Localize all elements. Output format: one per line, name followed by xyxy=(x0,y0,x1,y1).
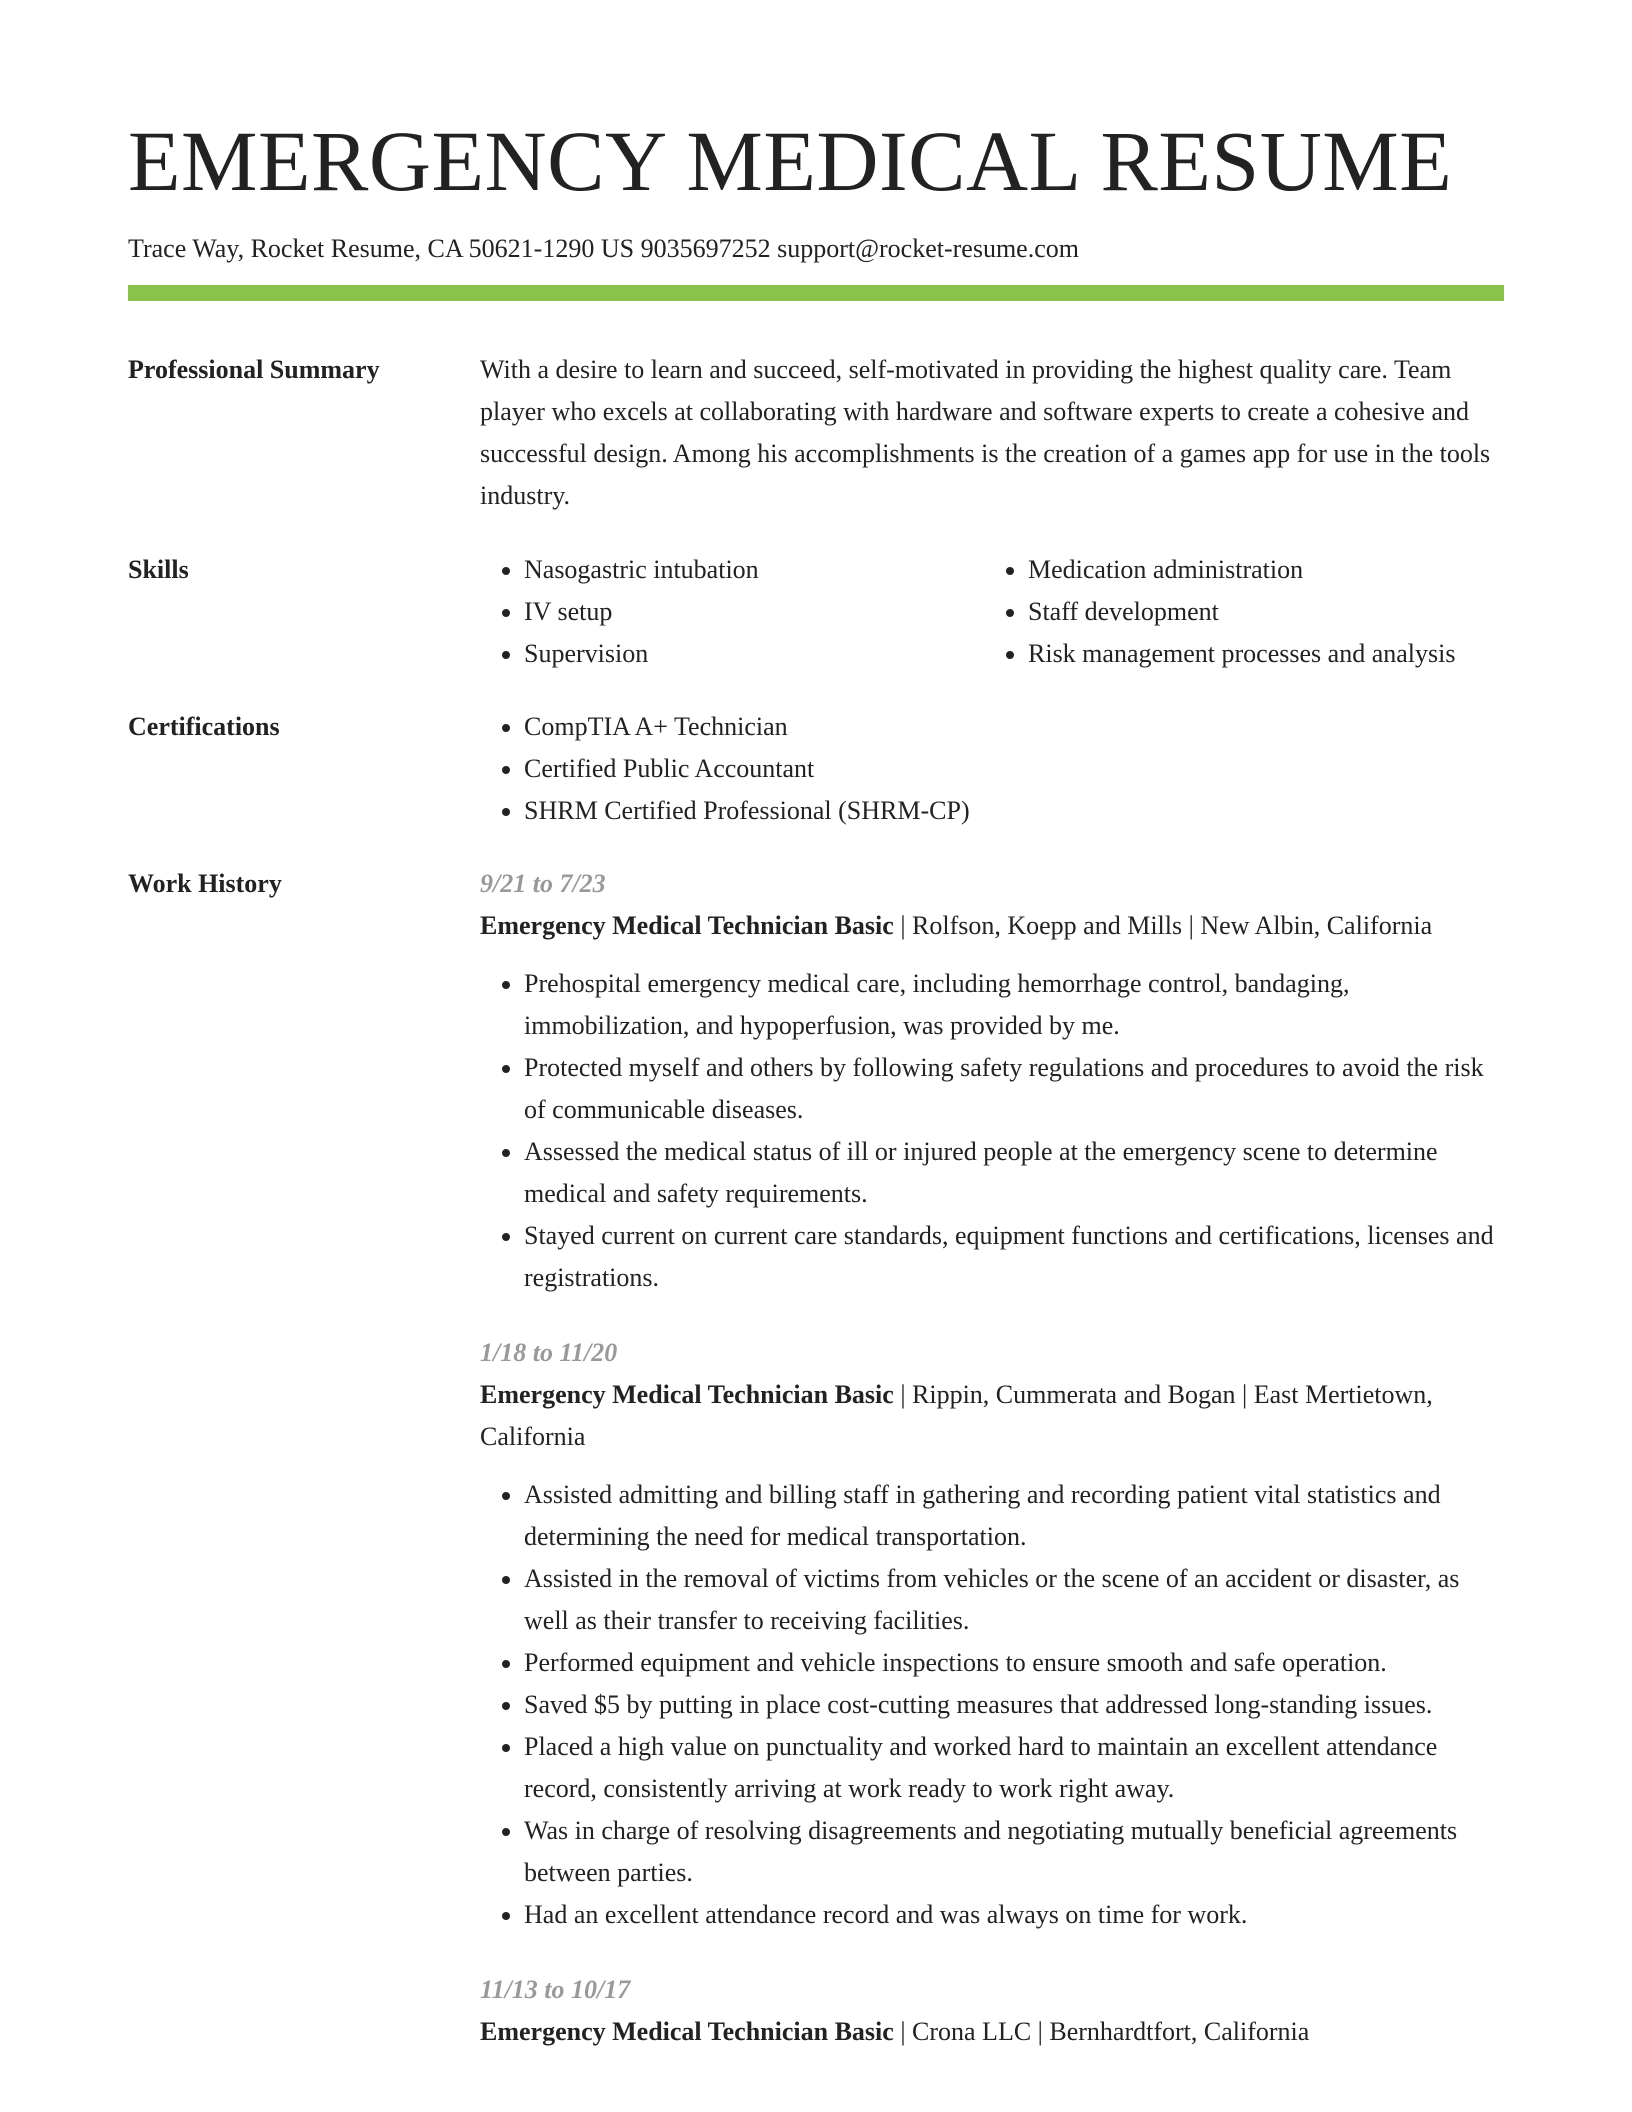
job-employer-location: | Rippin, Cummerata and Bogan | East Mertietown, California xyxy=(480,1380,1433,1451)
skills-list-right xyxy=(984,549,1504,675)
resume-content xyxy=(128,349,1504,2086)
job-duties-list xyxy=(480,1474,1504,1936)
certifications-section xyxy=(128,706,1504,832)
certification-item: • Certified Public Accountant xyxy=(524,748,1504,790)
summary-body xyxy=(480,349,1504,517)
job-duty-item: • Prehospital emergency medical care, including hemorrhage control, bandaging, immobilization, and hypoperfusion, was provided by me. xyxy=(524,963,1504,1047)
job-dates: 11/13 to 10/17 xyxy=(480,1975,631,2004)
job-title: Emergency Medical Technician Basic xyxy=(480,1380,894,1409)
job-duties-list xyxy=(480,963,1504,1299)
resume-title: EMERGENCY MEDICAL RESUME xyxy=(128,113,1453,209)
skill-item: • Medication administration xyxy=(1028,549,1504,591)
job-duty-item: • Stayed current on current care standards, equipment functions and certifications, licenses and registrations. xyxy=(524,1215,1504,1299)
job-duty-item: • Was in charge of resolving disagreements and negotiating mutually beneficial agreements between parties. xyxy=(524,1810,1504,1894)
skill-item: • IV setup xyxy=(524,591,984,633)
section-label-certifications: Certifications xyxy=(128,712,280,741)
section-label-skills: Skills xyxy=(128,555,189,584)
certification-item: • SHRM Certified Professional (SHRM-CP) xyxy=(524,790,1504,832)
job-duty-item: • Placed a high value on punctuality and worked hard to maintain an excellent attendance record, consistently arriving at work ready to work right away. xyxy=(524,1726,1504,1810)
job-duty-item: • Performed equipment and vehicle inspections to ensure smooth and safe operation. xyxy=(524,1642,1504,1684)
skills-list-left xyxy=(480,549,984,675)
section-label-professional-summary: Professional Summary xyxy=(128,355,380,384)
work-history-section xyxy=(128,863,1504,2086)
job-duty-item: • Had an excellent attendance record and was always on time for work. xyxy=(524,1894,1504,1936)
skill-item: • Supervision xyxy=(524,633,984,675)
certification-item: • CompTIA A+ Technician xyxy=(524,706,1504,748)
summary-text: With a desire to learn and succeed, self-motivated in providing the highest quality care. Team player who excels at collaborating with hardware and software experts to create a cohesive and successful design. Among his accomplishments is the creation of a games app for use in the tools industry. xyxy=(480,355,1491,510)
job-employer-location: | Crona LLC | Bernhardtfort, California xyxy=(893,2017,1310,2046)
accent-divider xyxy=(128,285,1504,301)
skills-column-left xyxy=(480,549,984,675)
work-history-body xyxy=(480,863,1504,2086)
job-title: Emergency Medical Technician Basic xyxy=(480,911,894,940)
job-employer-location: | Rolfson, Koepp and Mills | New Albin, California xyxy=(893,911,1433,940)
job-duty-item: • Assessed the medical status of ill or injured people at the emergency scene to determine medical and safety requirements. xyxy=(524,1131,1504,1215)
job-dates: 1/18 to 11/20 xyxy=(480,1338,618,1367)
job-duty-item: • Assisted in the removal of victims from vehicles or the scene of an accident or disaster, as well as their transfer to receiving facilities. xyxy=(524,1558,1504,1642)
skill-item: • Risk management processes and analysis xyxy=(1028,633,1504,675)
job-heading xyxy=(480,1374,1504,1458)
skills-section xyxy=(128,549,1504,675)
job-dates: 9/21 to 7/23 xyxy=(480,869,606,898)
job-entry xyxy=(480,863,1504,1299)
job-heading xyxy=(480,905,1504,947)
certifications-body xyxy=(480,706,1504,832)
job-duty-item: • Saved $5 by putting in place cost-cutting measures that addressed long-standing issues. xyxy=(524,1684,1504,1726)
skill-item: • Nasogastric intubation xyxy=(524,549,984,591)
job-entry xyxy=(480,1332,1504,1936)
professional-summary-section xyxy=(128,349,1504,517)
job-duty-item: • Protected myself and others by following safety regulations and procedures to avoid the risk of communicable diseases. xyxy=(524,1047,1504,1131)
certifications-list xyxy=(480,706,1504,832)
section-label-work-history: Work History xyxy=(128,869,282,898)
job-duty-item: • Assisted admitting and billing staff in gathering and recording patient vital statistics and determining the need for medical transportation. xyxy=(524,1474,1504,1558)
skill-item: • Staff development xyxy=(1028,591,1504,633)
contact-line: Trace Way, Rocket Resume, CA 50621-1290 US 9035697252 support@rocket-resume.com xyxy=(128,234,1079,263)
job-heading xyxy=(480,2011,1504,2053)
job-entry xyxy=(480,1969,1504,2053)
skills-grid xyxy=(480,549,1504,675)
skills-column-right xyxy=(984,549,1504,675)
job-title: Emergency Medical Technician Basic xyxy=(480,2017,894,2046)
